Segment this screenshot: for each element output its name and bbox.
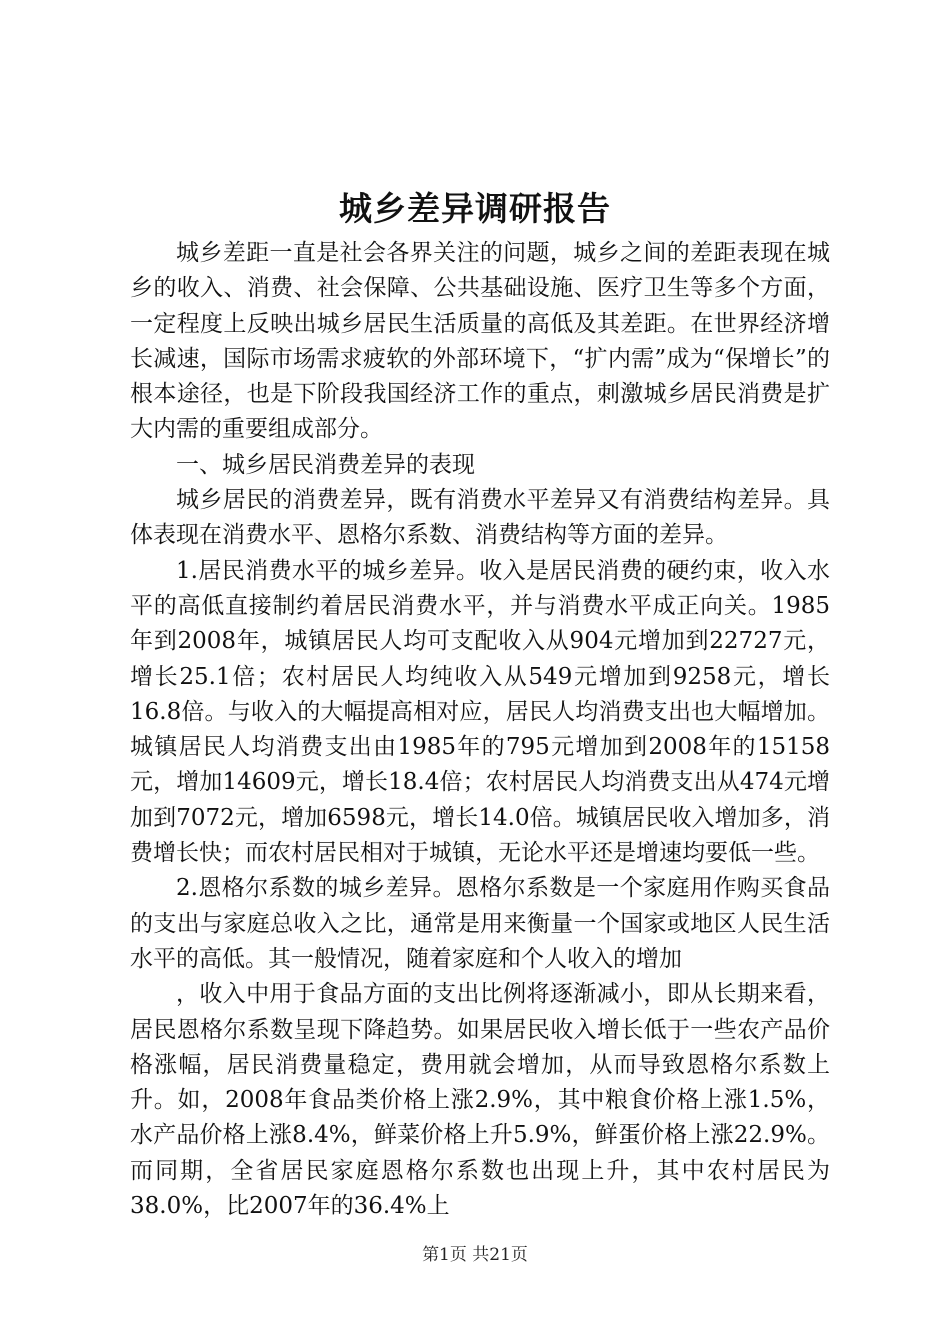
document-title: 城乡差异调研报告	[339, 189, 611, 228]
paragraph-intro: 城乡差距一直是社会各界关注的问题，城乡之间的差距表现在城乡的收入、消费、社会保障、公共基础设施、医疗卫生等多个方面，一定程度上反映出城乡居民生活质量的高低及其差距。在世界经济增长减速，国际市场需求疲软的外部环境下，“扩内需”成为“保增长”的根本途径，也是下阶段我国经济工作的重点，刺激城乡居民消费是扩大内需的重要组成部分。	[130, 240, 830, 443]
paragraph-engel-coefficient: 2.恩格尔系数的城乡差异。恩格尔系数是一个家庭用作购买食品的支出与家庭总收入之比，通常是用来衡量一个国家或地区人民生活水平的高低。其一般情况，随着家庭和个人收入的增加	[130, 875, 830, 972]
page-footer: 第1页 共21页	[422, 1245, 528, 1265]
document-body	[130, 236, 830, 1224]
paragraph-engel-continued: ，收入中用于食品方面的支出比例将逐渐减小，即从长期来看，居民恩格尔系数呈现下降趋势。如果居民收入增长低于一些农产品价格涨幅，居民消费量稳定，费用就会增加，从而导致恩格尔系数上升。如，2008年食品类价格上涨2.9%，其中粮食价格上涨1.5%，水产品价格上涨8.4%，鲜菜价格上升5.9%，鲜蛋价格上涨22.9%。而同期，全省居民家庭恩格尔系数也出现上升，其中农村居民为38.0%，比2007年的36.4%上	[130, 981, 830, 1220]
paragraph-consumption-level: 1.居民消费水平的城乡差异。收入是居民消费的硬约束，收入水平的高低直接制约着居民消费水平，并与消费水平成正向关。1985年到2008年，城镇居民人均可支配收入从904元增加到22727元，增长25.1倍；农村居民人均纯收入从549元增加到9258元，增长16.8倍。与收入的大幅提高相对应，居民人均消费支出也大幅增加。城镇居民人均消费支出由1985年的795元增加到2008年的15158元，增加14609元，增长18.4倍；农村居民人均消费支出从474元增加到7072元，增加6598元，增长14.0倍。城镇居民收入增加多，消费增长快；而农村居民相对于城镇，无论水平还是增速均要低一些。	[130, 557, 830, 867]
paragraph-consumption-difference: 城乡居民的消费差异，既有消费水平差异又有消费结构差异。具体表现在消费水平、恩格尔系数、消费结构等方面的差异。	[130, 487, 830, 549]
section-heading: 一、城乡居民消费差异的表现	[176, 451, 475, 478]
